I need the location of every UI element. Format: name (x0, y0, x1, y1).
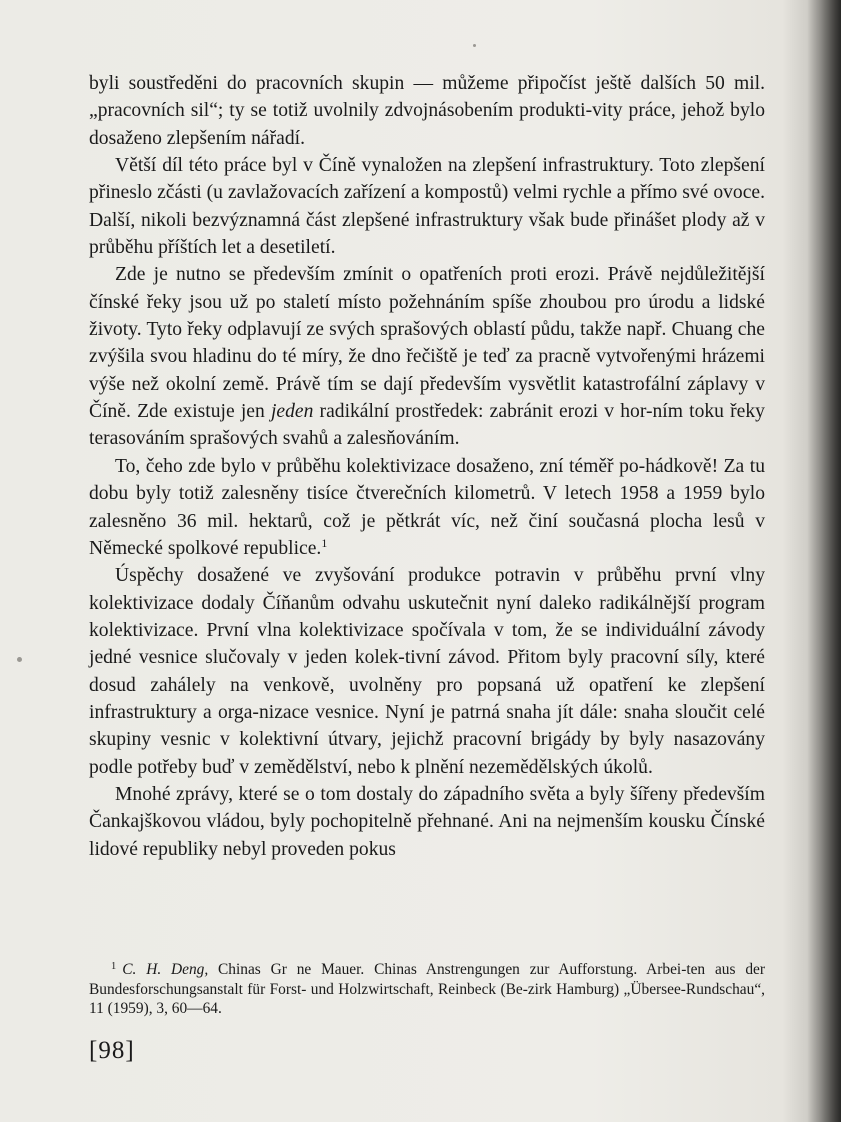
paragraph-erosion-end: radikální prostředek: zabránit erozi v hor-ním toku řeky terasováním sprašových svahů a zalesňováním. (89, 401, 765, 450)
paragraph-erosion-text: Zde je nutno se především zmínit o opatřeních proti erozi. Právě nejdůležitější čínské řeky jsou už po staletí místo požehnáním spíše zhoubou pro úrodu a lidské životy. Tyto řeky odplavují ze svých sprašových oblastí půdu, takže např. Chuang che zvýšila svou hladinu do té míry, že dno řečiště je teď za pracně vytvořenými hrázemi výše než okolní země. Právě tím se dají především vysvětlit katastrofální záplavy v Číně. Zde existuje jen (89, 264, 765, 423)
paper-speck (17, 657, 22, 662)
emphasis-jeden: jeden (270, 401, 314, 423)
paragraph-reports: Mnohé zprávy, které se o tom dostaly do západního světa a byly šířeny především Čankajškovou vládou, byly pochopitelně přehnané. Ani na nejmenším kousku Čínské lidové republiky nebyl proveden pokus (89, 783, 765, 860)
paragraph-collectivization: Úspěchy dosažené ve zvyšování produkce potravin v průběhu první vlny kolektivizace dodaly Číňanům odvahu uskutečnit nyní daleko radikálnější program kolektivizace. První vlna kolektivizace spočívala v tom, že se individuální závody jedné vesnice slučovaly v jeden kolek-tivní závod. Přitom byly pracovní síly, které dosud zahálely na venkově, uvolněny pro popsaná už opatření ke zlepšení infrastruktury a orga-nizace vesnice. Nyní je patrná snaha jít dále: snaha sloučit celé skupiny vesnic v kolektivní útvary, jejichž pracovní brigády by byly nasazovány podle potřeby buď v zemědělství, nebo k plnění nezemědělských úkolů. (89, 565, 765, 778)
footnote-paragraph (89, 960, 765, 1019)
page-number: [98] (89, 1037, 135, 1064)
footnote-text: Chinas Gr ne Mauer. Chinas Anstrengungen zur Aufforstung. Arbei-ten aus der Bundesforschungsanstalt für Forst- und Holzwirtschaft, Reinbeck (Be-zirk Hamburg) „Übersee-Rundschau“, 11 (1959), 3, 60—64. (89, 961, 765, 1017)
paragraph-continuation: byli soustředěni do pracovních skupin — můžeme připočíst ještě dalších 50 mil. „pracovních sil“; ty se totiž uvolnily zdvojnásobením produkti-vity práce, jehož bylo dosaženo zlepšením nářadí. (89, 73, 765, 149)
footnote (89, 960, 765, 1019)
book-spine-shadow (807, 0, 841, 1122)
body-text (89, 70, 765, 863)
paragraph-afforestation (89, 453, 765, 562)
footnote-author: C. H. Deng, (122, 961, 209, 978)
paragraph-erosion (89, 261, 765, 452)
paper-speck (473, 44, 476, 47)
paragraph-infrastructure: Větší díl této práce byl v Číně vynaložen na zlepšení infrastruktury. Toto zlepšení přineslo zčásti (u zavlažovacích zařízení a kompostů) velmi rychle a přímo své ovoce. Další, nikoli bezvýznamná část zlepšené infrastruktury však bude přinášet plody až v průběhu příštích let a desetiletí. (89, 155, 765, 259)
footnote-number: 1 (111, 961, 117, 972)
footnote-reference: 1 (321, 535, 328, 550)
paragraph-afforestation-text: To, čeho zde bylo v průběhu kolektivizace dosaženo, zní téměř po-hádkově! Za tu dobu byly totiž zalesněny tisíce čtverečních kilometrů. V letech 1958 a 1959 bylo zalesněno 36 mil. hektarů, což je pětkrát víc, než činí současná plocha lesů v Německé spolkové republice. (89, 455, 765, 559)
